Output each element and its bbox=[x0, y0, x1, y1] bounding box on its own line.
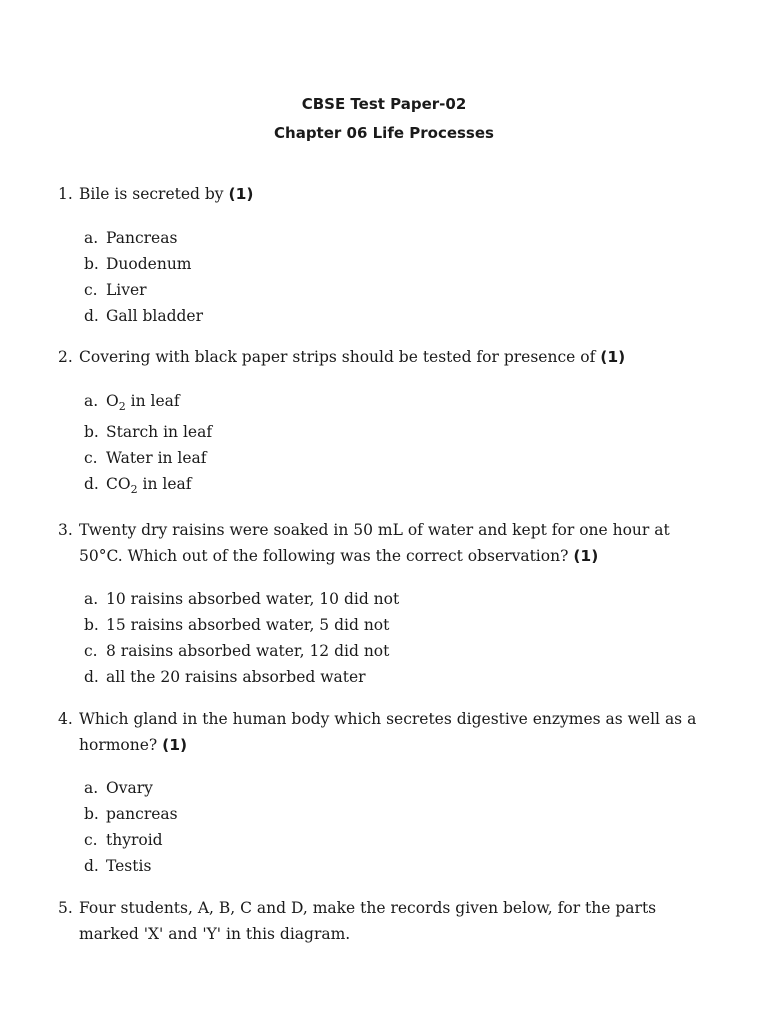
question-number: 3. bbox=[58, 521, 73, 539]
option-letter: a. bbox=[84, 229, 99, 247]
question-text: Four students, A, B, C and D, make the records given below, for the parts marked 'X' and 'Y' in this diagram. bbox=[79, 899, 657, 943]
option-text: 10 raisins absorbed water, 10 did not bbox=[106, 590, 400, 608]
option-text: all the 20 raisins absorbed water bbox=[106, 668, 366, 686]
option-3b bbox=[84, 615, 389, 635]
option-letter: b. bbox=[84, 423, 99, 441]
option-2a bbox=[84, 391, 180, 417]
option-letter: a. bbox=[84, 392, 99, 410]
question-number: 1. bbox=[58, 185, 73, 203]
option-text: Testis bbox=[106, 857, 152, 875]
option-letter: b. bbox=[84, 805, 99, 823]
question-marks: (1) bbox=[573, 547, 599, 565]
option-text: 8 raisins absorbed water, 12 did not bbox=[106, 642, 390, 660]
option-text: Water in leaf bbox=[106, 449, 207, 467]
option-text: Ovary bbox=[106, 779, 153, 797]
question-text: Twenty dry raisins were soaked in 50 mL of water and kept for one hour at 50°C. Which out of the following was the correct observation? bbox=[79, 521, 670, 565]
option-3c bbox=[84, 641, 389, 661]
option-text: 15 raisins absorbed water, 5 did not bbox=[106, 616, 390, 634]
option-1a bbox=[84, 228, 177, 248]
option-text: CO bbox=[106, 475, 131, 493]
question-marks: (1) bbox=[228, 185, 254, 203]
chapter-title: Chapter 06 Life Processes bbox=[274, 124, 494, 142]
question-text: Covering with black paper strips should be tested for presence of bbox=[79, 348, 596, 366]
question-marks: (1) bbox=[600, 348, 626, 366]
option-letter: d. bbox=[84, 307, 99, 325]
option-letter: d. bbox=[84, 668, 99, 686]
option-letter: c. bbox=[84, 449, 98, 467]
question-number: 5. bbox=[58, 899, 73, 917]
question-number: 2. bbox=[58, 348, 73, 366]
question-marks: (1) bbox=[162, 736, 188, 754]
option-text: Gall bladder bbox=[106, 307, 204, 325]
option-1d bbox=[84, 306, 203, 326]
option-subscript: 2 bbox=[130, 483, 138, 497]
option-4d bbox=[84, 856, 151, 876]
option-letter: b. bbox=[84, 616, 99, 634]
question-1 bbox=[58, 181, 708, 207]
option-4b bbox=[84, 804, 178, 824]
option-4c bbox=[84, 830, 163, 850]
option-3d bbox=[84, 667, 366, 687]
option-2b bbox=[84, 422, 212, 442]
option-letter: c. bbox=[84, 831, 98, 849]
option-letter: b. bbox=[84, 255, 99, 273]
option-text: Duodenum bbox=[106, 255, 192, 273]
option-4a bbox=[84, 778, 153, 798]
question-4 bbox=[58, 706, 708, 758]
option-1c bbox=[84, 280, 147, 300]
question-text: Which gland in the human body which secretes digestive enzymes as well as a hormone? bbox=[79, 710, 697, 754]
question-5 bbox=[58, 895, 708, 947]
option-text: Liver bbox=[106, 281, 147, 299]
paper-title: CBSE Test Paper-02 bbox=[301, 95, 467, 113]
option-2c bbox=[84, 448, 207, 468]
option-text: Pancreas bbox=[106, 229, 178, 247]
option-letter: d. bbox=[84, 857, 99, 875]
option-text: O bbox=[106, 392, 119, 410]
question-number: 4. bbox=[58, 710, 73, 728]
question-text: Bile is secreted by bbox=[79, 185, 224, 203]
question-2 bbox=[58, 344, 708, 370]
option-1b bbox=[84, 254, 192, 274]
option-text: Starch in leaf bbox=[106, 423, 213, 441]
option-text: thyroid bbox=[106, 831, 163, 849]
option-letter: c. bbox=[84, 281, 98, 299]
option-text: pancreas bbox=[106, 805, 178, 823]
option-letter: a. bbox=[84, 590, 99, 608]
option-text-suffix: in leaf bbox=[125, 392, 180, 410]
option-3a bbox=[84, 589, 399, 609]
question-3 bbox=[58, 517, 708, 569]
option-letter: d. bbox=[84, 475, 99, 493]
option-letter: a. bbox=[84, 779, 99, 797]
option-subscript: 2 bbox=[118, 400, 126, 414]
option-2d bbox=[84, 474, 191, 500]
option-letter: c. bbox=[84, 642, 98, 660]
option-text-suffix: in leaf bbox=[137, 475, 192, 493]
